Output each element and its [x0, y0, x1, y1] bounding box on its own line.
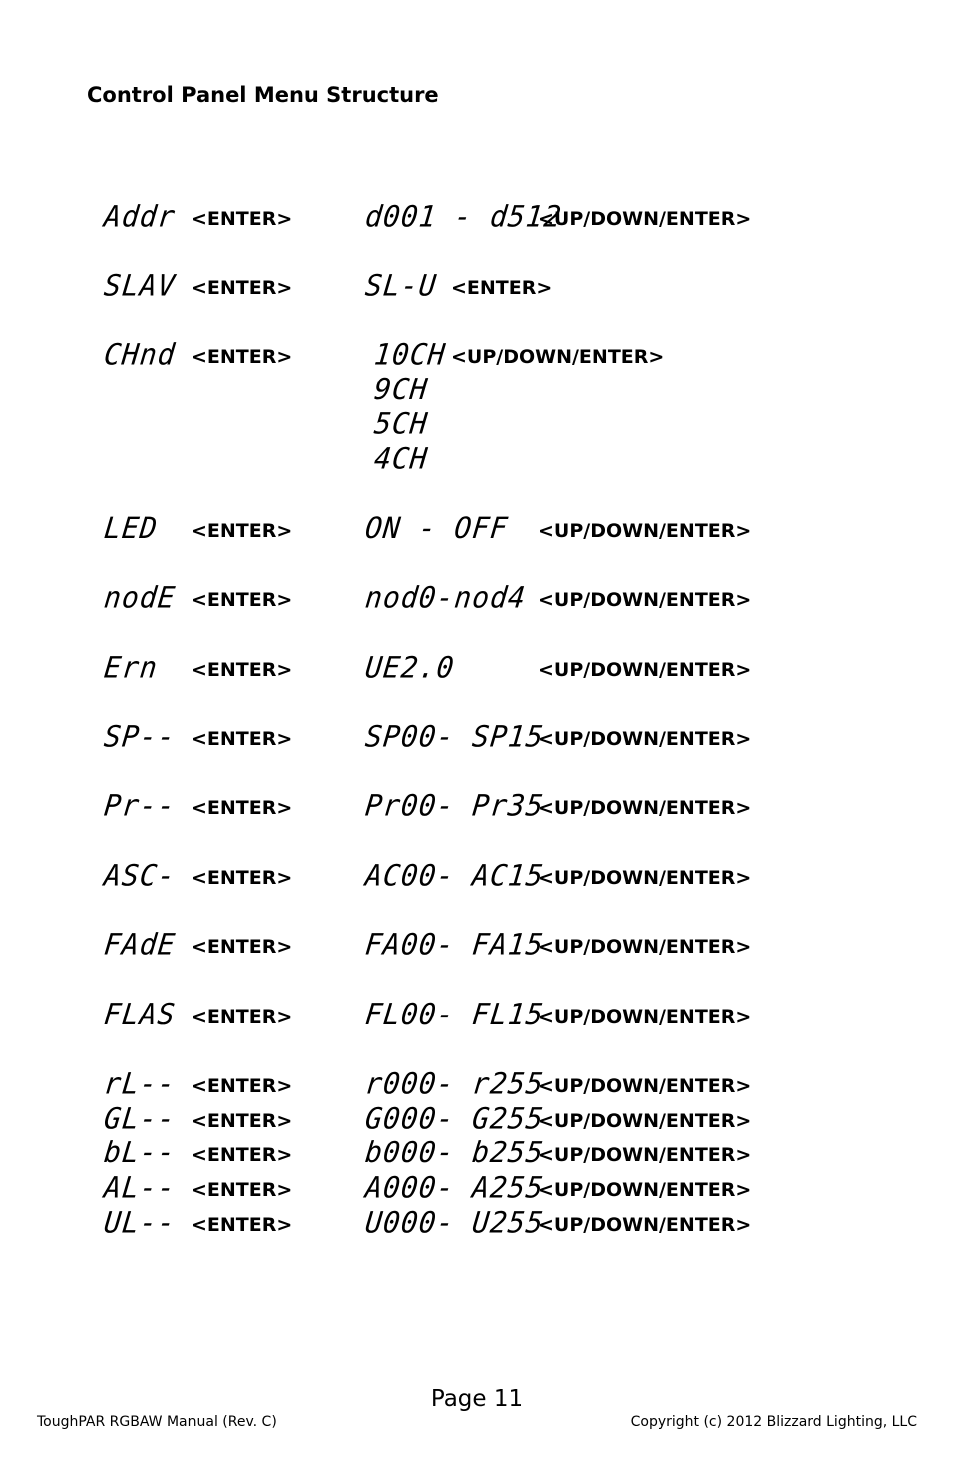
- menu-row-addr: [0, 200, 954, 240]
- menu-code: Ern: [102, 649, 160, 685]
- menu-row-asc: [0, 859, 954, 899]
- enter-key: <ENTER>: [191, 797, 293, 819]
- menu-row-chnd-option: [0, 442, 954, 482]
- menu-row-node: [0, 581, 954, 621]
- enter-key: <ENTER>: [191, 208, 293, 230]
- menu-value: A000- A255: [363, 1169, 546, 1205]
- menu-row-sp: [0, 720, 954, 760]
- enter-key: <ENTER>: [191, 520, 293, 542]
- enter-key: <ENTER>: [191, 1075, 293, 1097]
- up-down-enter-key: <UP/DOWN/ENTER>: [538, 1075, 752, 1097]
- menu-code: FLAS: [102, 996, 178, 1032]
- enter-key: <ENTER>: [191, 659, 293, 681]
- menu-value: b000- b255: [363, 1134, 546, 1170]
- up-down-enter-key: <UP/DOWN/ENTER>: [451, 346, 665, 368]
- up-down-enter-key: <UP/DOWN/ENTER>: [538, 1006, 752, 1028]
- menu-value: 9CH: [372, 371, 430, 407]
- up-down-enter-key: <UP/DOWN/ENTER>: [538, 1110, 752, 1132]
- menu-row-led: [0, 512, 954, 552]
- enter-key: <ENTER>: [191, 1110, 293, 1132]
- up-down-enter-key: <UP/DOWN/ENTER>: [538, 659, 752, 681]
- menu-code: LED: [102, 510, 160, 546]
- menu-code: Addr: [102, 198, 178, 234]
- up-down-enter-key: <UP/DOWN/ENTER>: [538, 589, 752, 611]
- menu-row-chnd: [0, 338, 954, 378]
- up-down-enter-key: <UP/DOWN/ENTER>: [538, 797, 752, 819]
- enter-key: <ENTER>: [191, 1144, 293, 1166]
- menu-row-ul: [0, 1206, 954, 1246]
- menu-code: CHnd: [102, 336, 178, 372]
- enter-key: <ENTER>: [191, 346, 293, 368]
- up-down-enter-key: <UP/DOWN/ENTER>: [538, 1144, 752, 1166]
- menu-value: FL00- FL15: [363, 996, 546, 1032]
- menu-code: AL--: [102, 1169, 178, 1205]
- menu-value: AC00- AC15: [363, 857, 546, 893]
- menu-value: 5CH: [372, 405, 430, 441]
- menu-row-fade: [0, 928, 954, 968]
- menu-code: ASC-: [102, 857, 178, 893]
- menu-code: Pr--: [102, 787, 178, 823]
- menu-value: Pr00- Pr35: [363, 787, 546, 823]
- menu-value: SL-U: [363, 267, 439, 303]
- menu-value: 10CH: [372, 336, 448, 372]
- menu-value: SP00- SP15: [363, 718, 546, 754]
- manual-title: ToughPAR RGBAW Manual (Rev. C): [37, 1414, 277, 1430]
- menu-value: nod0-nod4: [363, 579, 528, 615]
- page-title: Control Panel Menu Structure: [87, 83, 439, 107]
- menu-row-chnd-option: [0, 407, 954, 447]
- enter-key: <ENTER>: [191, 867, 293, 889]
- menu-row-pr: [0, 789, 954, 829]
- menu-code: GL--: [102, 1100, 178, 1136]
- enter-key: <ENTER>: [191, 728, 293, 750]
- copyright: Copyright (c) 2012 Blizzard Lighting, LLC: [630, 1414, 917, 1430]
- up-down-enter-key: <UP/DOWN/ENTER>: [538, 936, 752, 958]
- menu-row-slav: [0, 269, 954, 309]
- enter-key: <ENTER>: [451, 277, 553, 299]
- menu-code: UL--: [102, 1204, 178, 1240]
- up-down-enter-key: <UP/DOWN/ENTER>: [538, 1179, 752, 1201]
- menu-code: SLAV: [102, 267, 178, 303]
- menu-value: r000- r255: [363, 1065, 546, 1101]
- up-down-enter-key: <UP/DOWN/ENTER>: [538, 1214, 752, 1236]
- enter-key: <ENTER>: [191, 1006, 293, 1028]
- enter-key: <ENTER>: [191, 277, 293, 299]
- menu-value: d001 - d512: [363, 198, 564, 234]
- page-number: Page 11: [430, 1386, 524, 1412]
- menu-code: rL--: [102, 1065, 178, 1101]
- up-down-enter-key: <UP/DOWN/ENTER>: [538, 728, 752, 750]
- up-down-enter-key: <UP/DOWN/ENTER>: [538, 208, 752, 230]
- enter-key: <ENTER>: [191, 1179, 293, 1201]
- enter-key: <ENTER>: [191, 1214, 293, 1236]
- menu-value: ON - OFF: [363, 510, 510, 546]
- menu-code: SP--: [102, 718, 178, 754]
- menu-value: FA00- FA15: [363, 926, 546, 962]
- menu-value: G000- G255: [363, 1100, 546, 1136]
- up-down-enter-key: <UP/DOWN/ENTER>: [538, 520, 752, 542]
- menu-code: nodE: [102, 579, 178, 615]
- menu-code: FAdE: [102, 926, 178, 962]
- enter-key: <ENTER>: [191, 936, 293, 958]
- menu-value: 4CH: [372, 440, 430, 476]
- menu-value: UE2.0: [363, 649, 457, 685]
- menu-code: bL--: [102, 1134, 178, 1170]
- menu-row-ern: [0, 651, 954, 691]
- enter-key: <ENTER>: [191, 589, 293, 611]
- menu-row-flas: [0, 998, 954, 1038]
- up-down-enter-key: <UP/DOWN/ENTER>: [538, 867, 752, 889]
- menu-value: U000- U255: [363, 1204, 546, 1240]
